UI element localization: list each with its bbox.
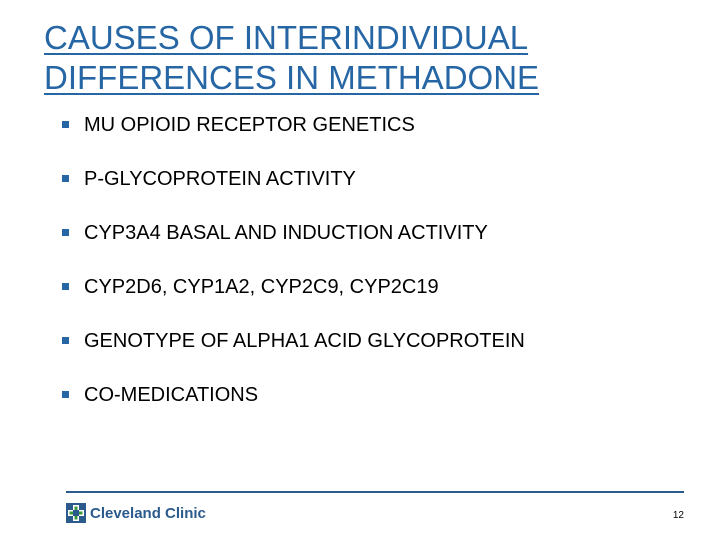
title-line-1: CAUSES OF INTERINDIVIDUAL: [44, 19, 529, 56]
bullet-list: [62, 114, 702, 438]
bullet-item: [62, 276, 702, 330]
square-bullet-icon: [62, 283, 69, 290]
bullet-item: [62, 114, 702, 168]
square-bullet-icon: [62, 175, 69, 182]
page-number: 12: [672, 510, 684, 521]
bullet-text: CO-MEDICATIONS: [84, 384, 259, 406]
bullet-item: [62, 168, 702, 222]
logo-text: Cleveland Clinic: [90, 504, 206, 522]
cleveland-clinic-logo: [66, 502, 206, 524]
square-bullet-icon: [62, 337, 69, 344]
footer-divider: [66, 491, 684, 493]
square-bullet-icon: [62, 391, 69, 398]
square-bullet-icon: [62, 229, 69, 236]
title-line-2: DIFFERENCES IN METHADONE: [44, 59, 540, 96]
square-bullet-icon: [62, 121, 69, 128]
bullet-text: CYP2D6, CYP1A2, CYP2C9, CYP2C19: [84, 276, 439, 298]
bullet-text: P-GLYCOPROTEIN ACTIVITY: [84, 168, 356, 190]
bullet-text: MU OPIOID RECEPTOR GENETICS: [84, 114, 415, 136]
bullet-text: CYP3A4 BASAL AND INDUCTION ACTIVITY: [84, 222, 488, 244]
cleveland-clinic-logo-icon: [66, 503, 86, 523]
bullet-item: [62, 384, 702, 438]
bullet-item: [62, 330, 702, 384]
slide-title: [44, 18, 684, 98]
bullet-item: [62, 222, 702, 276]
bullet-text: GENOTYPE OF ALPHA1 ACID GLYCOPROTEIN: [84, 330, 525, 352]
